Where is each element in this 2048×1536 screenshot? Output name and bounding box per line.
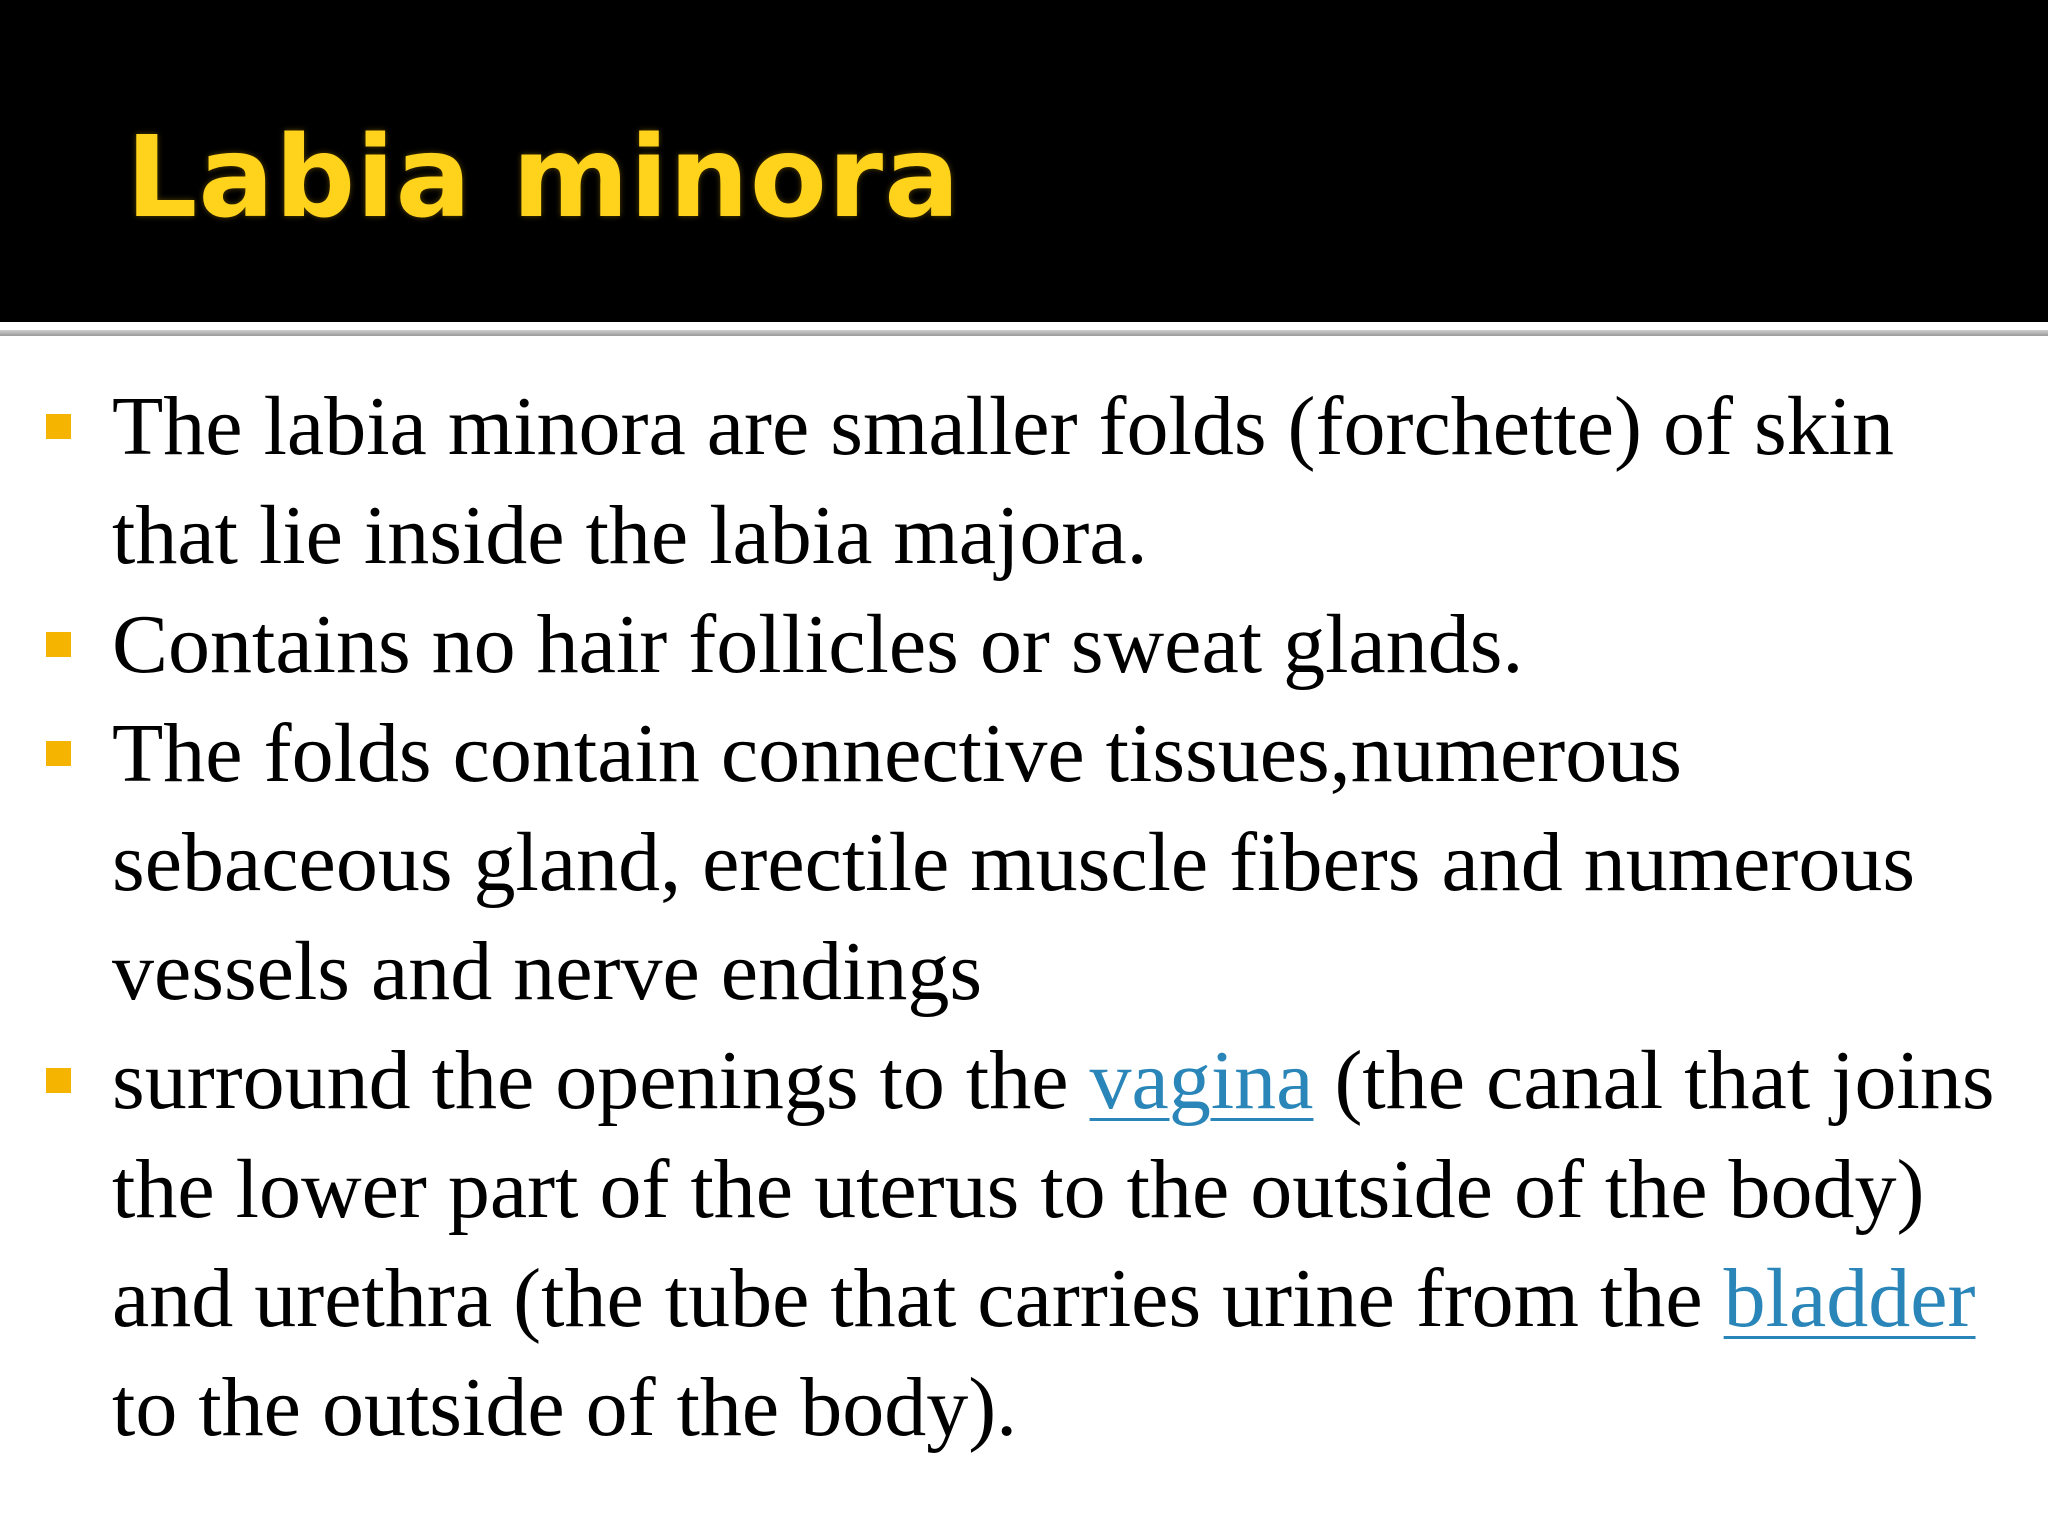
bullet-text-part: (the canal that joins the lower part of the uterus to the outside of the body) and urethra (the tube that carries urine from the — [112, 1034, 1995, 1345]
bullet-text: The labia minora are smaller folds (forchette) of skin that lie inside the labia majora. — [112, 380, 1894, 582]
square-bullet-icon — [46, 741, 71, 766]
title-divider — [0, 330, 2048, 336]
slide-title: Labia minora — [126, 113, 961, 243]
bullet-text-part: to the outside of the body). — [112, 1361, 1018, 1454]
bullet-list — [0, 372, 2048, 1462]
bullet-item — [0, 699, 2048, 1026]
bladder-link[interactable]: bladder — [1723, 1252, 1976, 1345]
bullet-item — [0, 590, 2048, 699]
square-bullet-icon — [46, 414, 71, 439]
bullet-item — [0, 372, 2048, 590]
bullet-item — [0, 1026, 2048, 1462]
bullet-text-part: surround the openings to the — [112, 1034, 1090, 1127]
square-bullet-icon — [46, 632, 71, 657]
square-bullet-icon — [46, 1068, 71, 1093]
vagina-link[interactable]: vagina — [1089, 1034, 1314, 1127]
bullet-text: The folds contain connective tissues,numerous sebaceous gland, erectile muscle fibers and numerous vessels and nerve endings — [112, 707, 1916, 1018]
title-bar — [0, 0, 2048, 322]
bullet-text: Contains no hair follicles or sweat glands. — [112, 598, 1524, 691]
